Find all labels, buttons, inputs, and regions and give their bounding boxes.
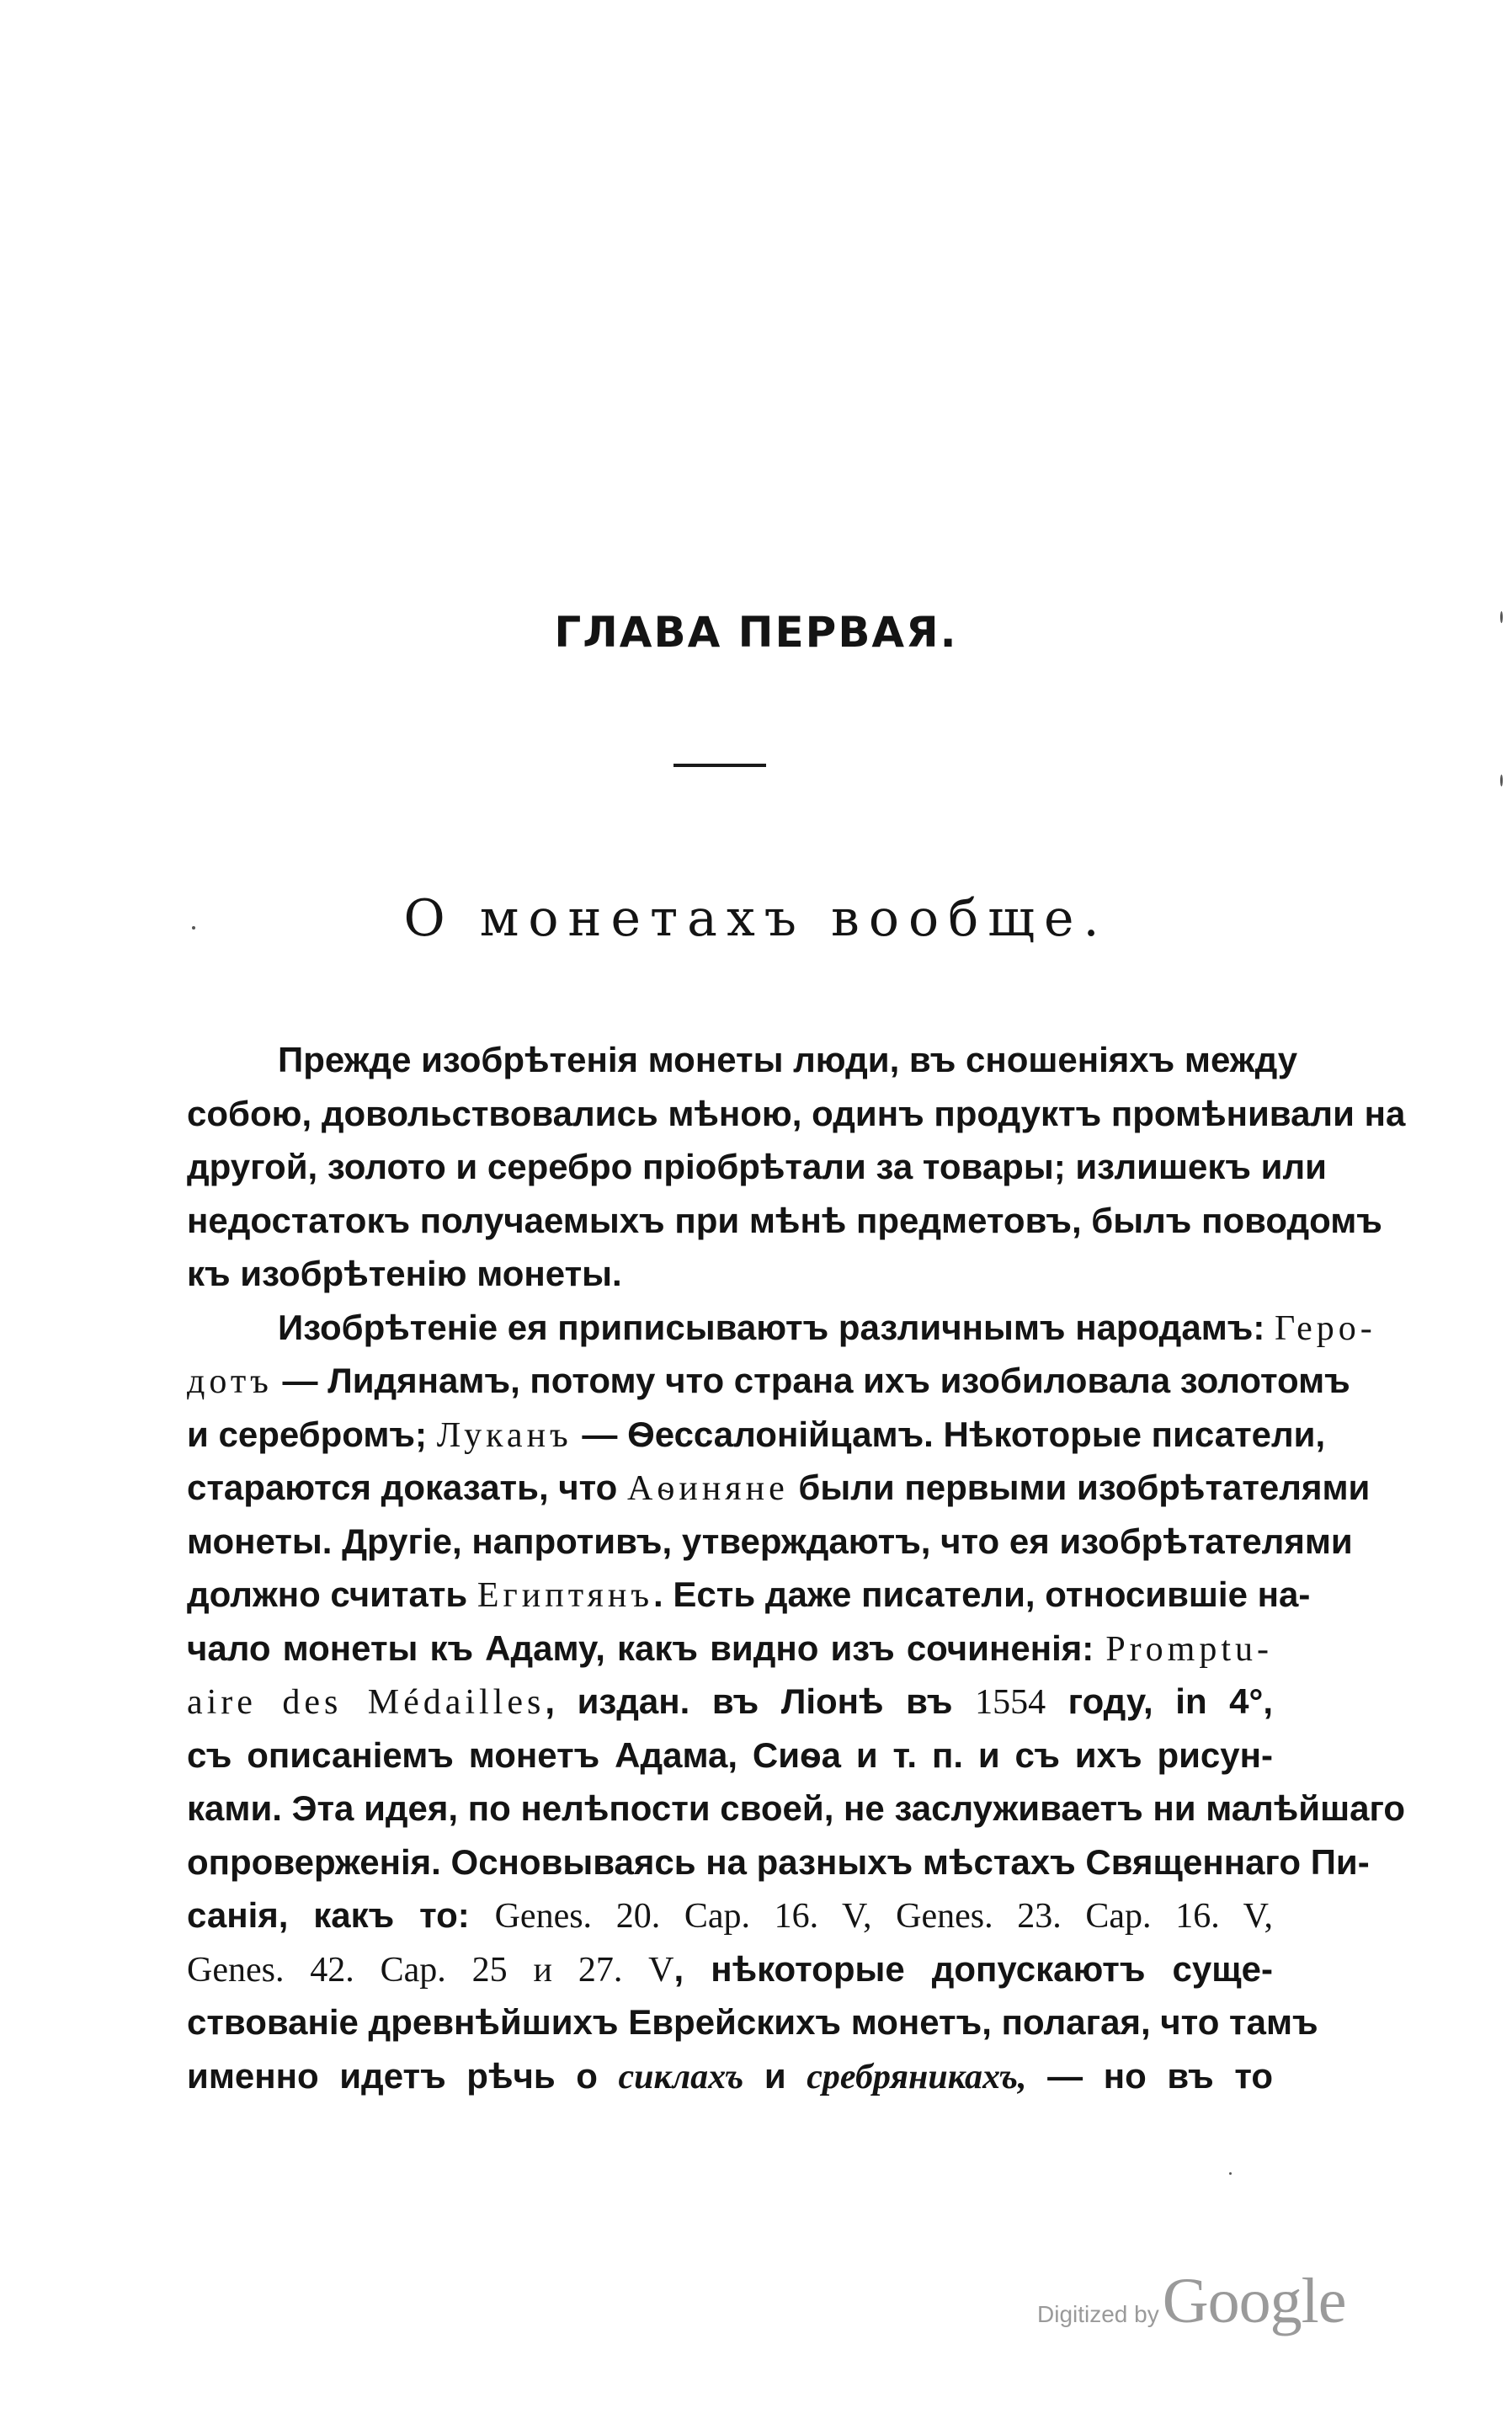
text-line <box>187 2049 1273 2103</box>
text-line <box>187 1729 1273 1782</box>
text-line <box>187 1675 1273 1729</box>
text-segment: ствованіе древнѣйшихъ Еврейскихъ монетъ, полагая, что тамъ <box>187 2002 1318 2042</box>
text-segment: Аѳиняне <box>627 1469 789 1508</box>
body-text <box>187 1033 1406 2102</box>
text-segment: Genes. 20. Cap. 16. V, Genes. 23. Cap. 16. V, <box>494 1897 1274 1936</box>
text-segment: Геро- <box>1275 1308 1376 1348</box>
text-segment: — Ѳессалонійцамъ. Нѣкоторые писатели, <box>572 1414 1326 1454</box>
watermark-google-logo: Google <box>1162 2266 1346 2336</box>
text-line <box>187 1568 1311 1622</box>
text-segment: Genes. 42. Cap. 25 и 27. V <box>187 1950 674 1990</box>
text-segment: сиклахъ <box>618 2057 744 2096</box>
text-segment: — но въ то <box>1026 2055 1273 2096</box>
text-line <box>187 1515 1353 1569</box>
text-segment: чало монеты къ Адаму, какъ видно изъ сочиненія: <box>187 1628 1106 1668</box>
text-line <box>187 1194 1382 1248</box>
text-segment: собою, довольствовались мѣною, одинъ продуктъ промѣнивали на <box>187 1093 1406 1133</box>
text-line <box>187 1408 1326 1462</box>
text-segment: были первыми изобрѣтателями <box>788 1468 1371 1507</box>
text-line <box>187 1622 1273 1675</box>
text-segment: именно идетъ рѣчь о <box>187 2055 619 2096</box>
text-segment: должно считать <box>187 1574 477 1614</box>
text-line <box>187 1782 1406 1835</box>
text-segment: Promptu- <box>1105 1629 1273 1669</box>
text-segment: Луканъ <box>436 1415 572 1455</box>
text-line <box>187 1247 1273 1301</box>
text-segment: недостатокъ получаемыхъ при мѣнѣ предметовъ, былъ поводомъ <box>187 1200 1382 1240</box>
margin-speck <box>1500 611 1503 623</box>
text-segment: Изобрѣтеніе ея приписываютъ различнымъ народамъ: <box>278 1307 1275 1347</box>
section-title: О монетахъ вообще. <box>403 889 1109 948</box>
text-line <box>187 1301 1376 1355</box>
text-line <box>187 1995 1318 2049</box>
text-line <box>187 1033 1298 1087</box>
margin-speck <box>1500 775 1503 786</box>
google-watermark <box>1037 2265 1346 2336</box>
text-segment: Египтянъ <box>476 1576 654 1615</box>
watermark-digitized-label: Digitized by <box>1037 2301 1159 2327</box>
text-segment: опроверженія. Основываясь на разныхъ мѣстахъ Священнаго Пи- <box>187 1841 1370 1882</box>
text-segment: Прежде изобрѣтенія монеты люди, въ сношеніяхъ между <box>278 1040 1298 1079</box>
margin-speck <box>1229 2172 1232 2175</box>
text-line <box>187 1942 1273 1996</box>
text-segment: другой, золото и серебро пріобрѣтали за товары; излишекъ или <box>187 1147 1327 1186</box>
text-segment: къ изобрѣтенію монеты. <box>187 1254 622 1293</box>
text-segment: aire des Médailles <box>187 1683 546 1722</box>
text-line <box>187 1889 1273 1942</box>
text-segment: и <box>743 2055 807 2096</box>
text-line <box>187 1461 1371 1515</box>
text-line <box>187 1835 1370 1889</box>
text-line <box>187 1354 1350 1408</box>
text-segment: — Лидянамъ, потому что страна ихъ изобиловала золотомъ <box>272 1361 1350 1400</box>
text-segment: . Есть даже писатели, относившіе на- <box>653 1574 1311 1614</box>
text-segment: стараются доказать, что <box>187 1468 628 1507</box>
margin-speck <box>192 926 195 930</box>
chapter-title: ГЛАВА ПЕРВАЯ. <box>554 608 958 657</box>
text-segment: ками. Эта идея, по нелѣпости своей, не заслуживаетъ ни малѣйшаго <box>187 1788 1406 1828</box>
text-segment: 1554 <box>975 1683 1046 1722</box>
text-segment: и серебромъ; <box>187 1414 437 1454</box>
text-line <box>187 1140 1327 1194</box>
text-segment: , нѣкоторые допускаютъ суще- <box>673 1948 1273 1989</box>
text-segment: , издан. въ Ліонѣ въ <box>545 1681 976 1721</box>
text-segment: дотъ <box>187 1362 273 1401</box>
title-divider <box>673 764 766 767</box>
text-segment: сребряникахъ, <box>807 2057 1027 2096</box>
text-line <box>187 1087 1406 1141</box>
text-segment: съ описаніемъ монетъ Адама, Сиѳа и т. п. и съ ихъ рисун- <box>187 1734 1273 1775</box>
text-segment: году, in 4°, <box>1046 1681 1273 1721</box>
text-segment: санія, какъ то: <box>187 1895 495 1935</box>
text-segment: монеты. Другіе, напротивъ, утверждаютъ, что ея изобрѣтателями <box>187 1521 1353 1561</box>
